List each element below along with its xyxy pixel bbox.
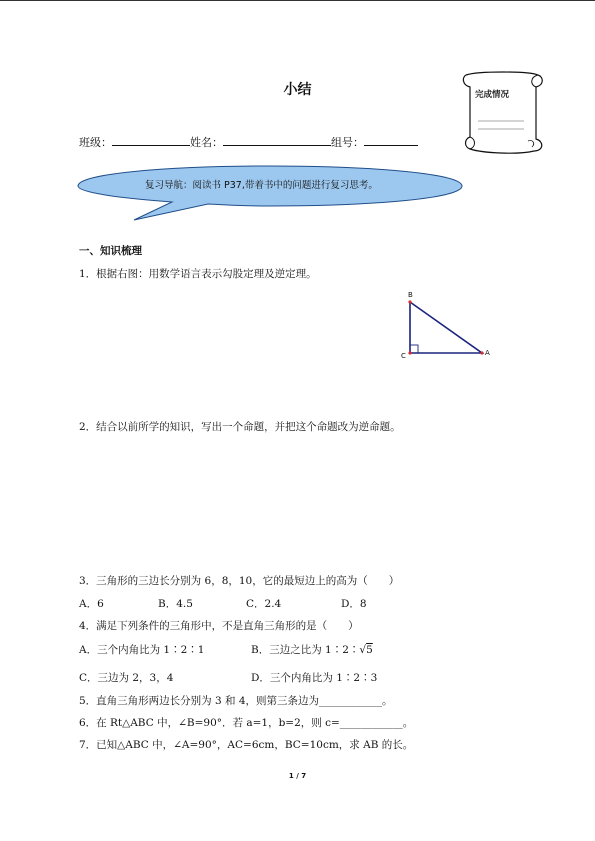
group-field[interactable] [364, 134, 418, 146]
vertex-a-label: A [485, 349, 490, 357]
question-6: 6．在 Rt△ABC 中，∠B=90°．若 a=1，b=2，则 c=____________。 [79, 717, 414, 729]
student-info-line [79, 134, 418, 150]
q4-option-b-root: 5 [366, 644, 373, 656]
name-field[interactable] [223, 134, 331, 146]
guide-text: 复习导航：阅读书 P37,带着书中的问题进行复习思考。 [145, 180, 378, 191]
q4-option-a: A．三个内角比为 1∶2∶1 [79, 644, 205, 656]
status-scroll-icon [458, 69, 546, 155]
name-label: 姓名： [190, 136, 223, 149]
vertex-b-label: B [408, 291, 413, 299]
group-label: 组号： [331, 136, 364, 149]
page-title: 小结 [283, 82, 312, 98]
q4-option-c: C．三边为 2，3，4 [79, 672, 174, 684]
guide-bubble [76, 164, 464, 224]
status-label: 完成情况 [475, 90, 510, 100]
q4-option-d: D．三个内角比为 1∶2∶3 [251, 672, 378, 684]
q3-option-b: B．4.5 [158, 598, 193, 610]
class-label: 班级： [79, 136, 112, 149]
vertex-c-label: C [401, 352, 406, 360]
right-triangle-figure [398, 287, 498, 367]
q3-option-d: D．8 [341, 598, 367, 610]
top-rule [0, 0, 595, 1]
page-number: 1 / 7 [288, 772, 307, 780]
q3-option-a: A．6 [79, 598, 104, 610]
section-heading: 一、知识梳理 [79, 245, 142, 257]
question-7: 7．已知△ABC 中，∠A=90°，AC=6cm，BC=10cm，求 AB 的长。 [79, 739, 414, 751]
class-field[interactable] [112, 134, 190, 146]
q4-option-b [251, 642, 373, 657]
question-3: 3．三角形的三边长分别为 6，8，10，它的最短边上的高为（ ） [79, 575, 400, 587]
question-1: 1．根据右图：用数学语言表示勾股定理及逆定理。 [79, 268, 317, 280]
question-5: 5．直角三角形两边长分别为 3 和 4，则第三条边为____________。 [79, 695, 393, 707]
q4-option-b-text: B．三边之比为 1∶2∶ [251, 644, 360, 656]
question-4: 4．满足下列条件的三角形中，不是直角三角形的是（ ） [79, 620, 359, 632]
sqrt-symbol: √ [359, 644, 367, 656]
question-2: 2．结合以前所学的知识，写出一个命题，并把这个命题改为逆命题。 [79, 421, 401, 433]
q3-option-c: C．2.4 [246, 598, 282, 610]
